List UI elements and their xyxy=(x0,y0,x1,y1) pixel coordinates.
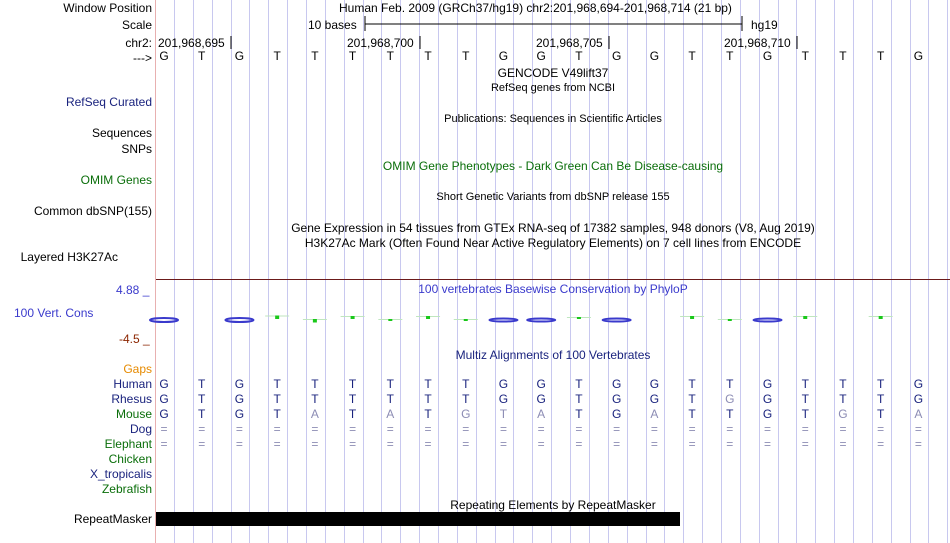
alignment-base: G xyxy=(611,407,622,421)
species-label-x-tropicalis[interactable]: X_tropicalis xyxy=(89,467,152,481)
conservation-mark xyxy=(225,318,253,322)
alignment-base: = xyxy=(839,422,847,436)
scale-text: 10 bases xyxy=(308,18,357,32)
alignment-base: = xyxy=(650,437,658,451)
conservation-mark xyxy=(351,316,355,319)
species-label-rhesus[interactable]: Rhesus xyxy=(111,392,152,406)
alignment-base: T xyxy=(801,407,809,421)
alignment-base: G xyxy=(159,377,169,391)
alignment-base: = xyxy=(764,437,772,451)
alignment-base: = xyxy=(386,437,394,451)
conservation-mark xyxy=(879,316,883,319)
alignment-base: = xyxy=(914,422,922,436)
alignment-base: G xyxy=(159,407,169,421)
alignment-base: T xyxy=(348,407,357,421)
reference-base: G xyxy=(611,49,622,63)
species-label-chicken[interactable]: Chicken xyxy=(108,452,152,466)
alignment-base: = xyxy=(801,422,809,436)
conservation-mark xyxy=(603,319,631,322)
alignment-base: T xyxy=(424,392,432,406)
alignment-base: = xyxy=(613,422,621,436)
alignment-base: G xyxy=(913,377,924,391)
alignment-base: = xyxy=(688,437,696,451)
species-label-dog[interactable]: Dog xyxy=(129,422,152,436)
alignment-base: G xyxy=(234,392,245,406)
alignment-base: T xyxy=(311,392,319,406)
alignment-base: = xyxy=(575,437,583,451)
alignment-base: T xyxy=(198,392,206,406)
alignment-base: G xyxy=(159,392,169,406)
alignment-base: = xyxy=(235,437,243,451)
publications-track-title[interactable]: Publications: Sequences in Scientific Articles xyxy=(444,113,662,125)
alignment-base: T xyxy=(462,377,470,391)
alignment-base: T xyxy=(424,377,432,391)
multiz-track-title[interactable]: Multiz Alignments of 100 Vertebrates xyxy=(455,348,651,362)
alignment-base: G xyxy=(536,392,546,406)
conservation-mark xyxy=(754,319,782,322)
conservation-mark xyxy=(426,316,430,319)
alignment-base: = xyxy=(650,422,658,436)
alignment-base: = xyxy=(198,437,206,451)
alignment-base: = xyxy=(537,422,545,436)
alignment-base: T xyxy=(801,392,809,406)
alignment-base: G xyxy=(762,392,773,406)
snps-label[interactable]: SNPs xyxy=(121,142,152,156)
alignment-base: G xyxy=(838,407,848,421)
conservation-mark xyxy=(690,316,694,319)
alignment-base: G xyxy=(536,377,546,391)
gtex-track-title[interactable]: Gene Expression in 54 tissues from GTEx RNA-seq of 17382 samples, 948 donors (V8, Aug 2019) xyxy=(291,221,815,235)
conservation-mark xyxy=(275,316,279,320)
alignment-base: G xyxy=(498,377,509,391)
species-label-mouse[interactable]: Mouse xyxy=(115,407,152,421)
reference-base: T xyxy=(462,49,470,63)
gencode-track-title[interactable]: GENCODE V49lift37 xyxy=(497,66,609,80)
species-label-human[interactable]: Human xyxy=(113,377,152,391)
reference-base: T xyxy=(348,49,357,63)
reference-base: T xyxy=(311,49,319,63)
alignment-base: = xyxy=(537,437,545,451)
reference-base: T xyxy=(273,49,281,63)
alignment-base: = xyxy=(801,437,809,451)
conservation-mark xyxy=(803,316,807,319)
alignment-base: G xyxy=(649,377,660,391)
alignment-base: = xyxy=(198,422,206,436)
alignment-base: G xyxy=(649,392,660,406)
reference-base: T xyxy=(575,49,583,63)
alignment-base: T xyxy=(386,392,394,406)
conservation-mark xyxy=(527,319,555,322)
alignment-base: = xyxy=(726,422,734,436)
reference-base: G xyxy=(649,49,660,63)
alignment-base: T xyxy=(273,377,281,391)
alignment-base: T xyxy=(348,392,357,406)
reference-base: G xyxy=(498,49,509,63)
alignment-base: T xyxy=(424,407,432,421)
alignment-base: = xyxy=(839,437,847,451)
alignment-base: A xyxy=(650,407,659,421)
alignment-base: G xyxy=(762,407,773,421)
position-tick-3: 201,968,705 xyxy=(536,36,603,50)
reference-base: T xyxy=(688,49,696,63)
alignment-base: = xyxy=(499,422,507,436)
alignment-base: = xyxy=(764,422,772,436)
alignment-base: = xyxy=(386,422,394,436)
assembly-label: hg19 xyxy=(751,18,778,32)
alignment-base: = xyxy=(311,437,319,451)
window-position-value: Human Feb. 2009 (GRCh37/hg19) chr2:201,968,694-201,968,714 (21 bp) xyxy=(339,1,732,15)
window-position-label: Window Position xyxy=(63,1,152,15)
species-label-zebrafish[interactable]: Zebrafish xyxy=(101,482,152,496)
conservation-max-label: 4.88 _ xyxy=(116,283,150,297)
alignment-base: G xyxy=(913,392,924,406)
alignment-base: T xyxy=(273,407,281,421)
alignment-base: T xyxy=(198,407,206,421)
reference-base: T xyxy=(801,49,809,63)
alignment-base: = xyxy=(462,437,470,451)
alignment-base: A xyxy=(537,407,546,421)
conservation-mark xyxy=(313,319,317,323)
alignment-base: = xyxy=(499,437,507,451)
repeatmasker-label[interactable]: RepeatMasker xyxy=(73,512,152,526)
conservation-track-label[interactable]: 100 Vert. Cons xyxy=(14,306,94,320)
conservation-track-title[interactable]: 100 vertebrates Basewise Conservation by PhyloP xyxy=(418,282,688,296)
alignment-base: T xyxy=(348,377,357,391)
refseq-track-subtitle[interactable]: RefSeq genes from NCBI xyxy=(490,82,616,94)
sequences-label[interactable]: Sequences xyxy=(91,126,152,140)
alignment-base: = xyxy=(613,437,621,451)
reference-base: T xyxy=(424,49,432,63)
alignment-base: T xyxy=(839,392,847,406)
alignment-base: = xyxy=(688,422,696,436)
alignment-base: T xyxy=(386,377,394,391)
alignment-base: T xyxy=(462,392,470,406)
conservation-mark xyxy=(489,319,517,322)
alignment-base: = xyxy=(877,422,885,436)
omim-track-title[interactable]: OMIM Gene Phenotypes - Dark Green Can Be Disease-causing xyxy=(382,159,724,173)
alignment-base: = xyxy=(424,437,432,451)
reference-base: G xyxy=(762,49,773,63)
alignment-base: A xyxy=(914,407,923,421)
alignment-base: = xyxy=(349,422,357,436)
conservation-mark xyxy=(464,319,468,321)
alignment-base: A xyxy=(386,407,395,421)
position-tick-4: 201,968,710 xyxy=(724,36,791,50)
repeatmasker-element[interactable] xyxy=(156,512,680,526)
alignment-base: = xyxy=(349,437,357,451)
alignment-base: T xyxy=(575,392,583,406)
reference-base: T xyxy=(839,49,847,63)
reference-base: T xyxy=(877,49,885,63)
position-tick-1: 201,968,695 xyxy=(158,36,225,50)
reference-base: T xyxy=(386,49,394,63)
alignment-base: = xyxy=(160,422,168,436)
reference-base: G xyxy=(913,49,924,63)
alignment-base: T xyxy=(688,407,696,421)
alignment-base: = xyxy=(235,422,243,436)
alignment-base: G xyxy=(725,392,735,406)
scale-label: Scale xyxy=(121,18,152,32)
repeatmasker-track-title[interactable]: Repeating Elements by RepeatMasker xyxy=(450,498,656,512)
alignment-base: T xyxy=(198,377,206,391)
alignment-base: G xyxy=(234,407,245,421)
alignment-base: G xyxy=(461,407,471,421)
dbsnp-track-title[interactable]: Short Genetic Variants from dbSNP release 155 xyxy=(436,191,670,203)
alignment-base: G xyxy=(498,392,509,406)
alignment-base: = xyxy=(424,422,432,436)
alignment-base: T xyxy=(575,377,583,391)
alignment-base: T xyxy=(726,377,734,391)
alignment-base: T xyxy=(726,407,734,421)
reference-base: G xyxy=(159,49,169,63)
reference-base: T xyxy=(726,49,734,63)
conservation-min-label: -4.5 _ xyxy=(119,332,150,346)
alignment-base: G xyxy=(234,377,245,391)
reference-base: G xyxy=(234,49,245,63)
refseq-curated-label[interactable]: RefSeq Curated xyxy=(65,95,152,109)
reference-base: G xyxy=(536,49,546,63)
alignment-base: = xyxy=(462,422,470,436)
alignment-base: G xyxy=(611,377,622,391)
position-tick-2: 201,968,700 xyxy=(347,36,414,50)
alignment-base: T xyxy=(801,377,809,391)
alignment-base: = xyxy=(311,422,319,436)
alignment-base: = xyxy=(726,437,734,451)
strand-label: ---> xyxy=(133,51,152,65)
alignment-base: T xyxy=(311,377,319,391)
alignment-base: G xyxy=(762,377,773,391)
alignment-base: G xyxy=(611,392,622,406)
alignment-base: T xyxy=(877,377,885,391)
conservation-mark xyxy=(577,317,581,319)
alignment-base: T xyxy=(877,407,885,421)
alignment-base: T xyxy=(688,392,696,406)
conservation-mark xyxy=(728,319,732,321)
alignment-base: = xyxy=(273,422,281,436)
h3k27ac-track-title[interactable]: H3K27Ac Mark (Often Found Near Active Regulatory Elements) on 7 cell lines from ENCODE xyxy=(304,236,802,250)
common-dbsnp-label[interactable]: Common dbSNP(155) xyxy=(33,204,152,218)
alignment-base: = xyxy=(273,437,281,451)
omim-genes-label[interactable]: OMIM Genes xyxy=(80,173,152,187)
conservation-mark xyxy=(150,318,178,322)
alignment-base: A xyxy=(310,407,319,421)
alignment-base: T xyxy=(575,407,583,421)
alignment-base: T xyxy=(839,377,847,391)
reference-base: T xyxy=(198,49,206,63)
layered-h3k27ac-label[interactable]: Layered H3K27Ac xyxy=(20,250,118,264)
alignment-base: = xyxy=(914,437,922,451)
conservation-mark xyxy=(388,319,392,321)
alignment-base: = xyxy=(575,422,583,436)
species-label-elephant[interactable]: Elephant xyxy=(104,437,152,451)
alignment-base: T xyxy=(273,392,281,406)
alignment-base: T xyxy=(688,377,696,391)
alignment-base: T xyxy=(877,392,885,406)
alignment-base: T xyxy=(499,407,508,421)
alignment-base: = xyxy=(877,437,885,451)
chr-label: chr2: xyxy=(125,36,152,50)
alignment-base: = xyxy=(160,437,168,451)
gaps-label[interactable]: Gaps xyxy=(123,362,152,376)
